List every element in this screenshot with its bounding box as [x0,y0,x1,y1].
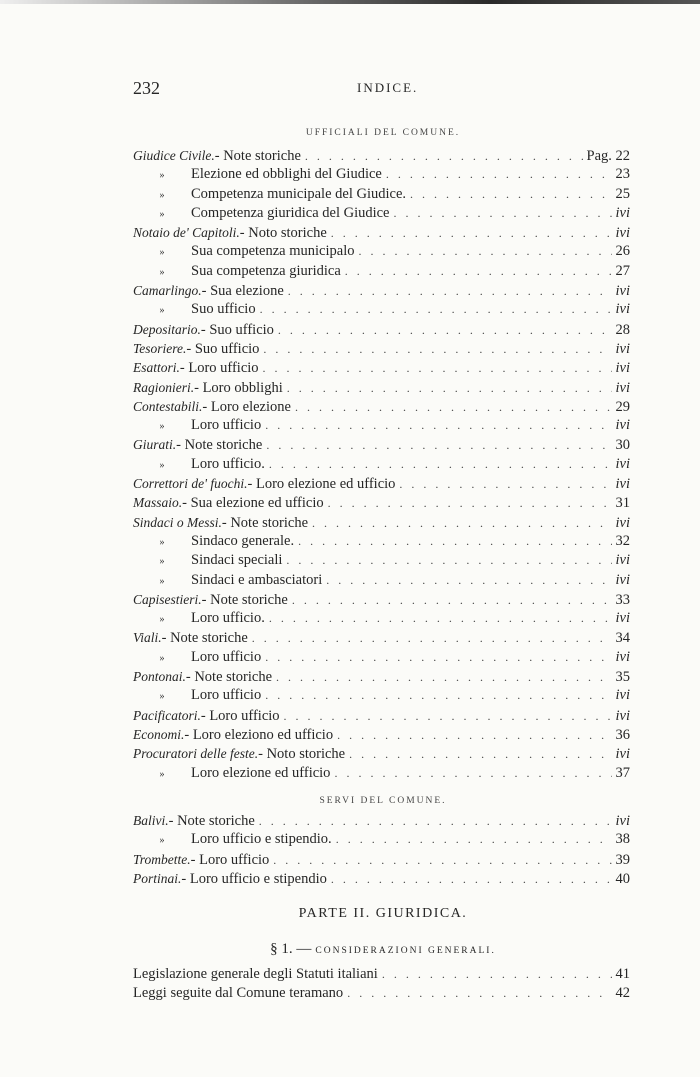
entry-text [191,648,261,667]
dot-leader [337,726,611,745]
page-reference: ivi [615,225,630,242]
running-header [133,78,633,100]
entry-description: - Loro ufficio [179,360,259,377]
dot-leader [345,262,612,281]
index-entry [133,725,630,744]
page-number: 232 [133,78,160,98]
entry-description: - Note storiche [168,813,255,829]
entry-text [133,811,255,831]
dot-leader [349,745,611,764]
index-entry [133,571,630,590]
ditto-mark: » [159,247,165,259]
office-name: Giurati. [133,437,177,453]
entry-description: - Loro elezione ed ufficio [247,476,396,493]
entry-description: - Suo ufficio [200,321,274,338]
entry-description: Sindaci e ambasciatori [191,571,323,588]
page-reference: ivi [615,707,630,724]
page-reference: 37 [615,764,630,781]
entry-description: - Sua elezione [201,283,284,300]
ditto-mark: » [159,614,165,626]
entry-description: - Note storiche [161,630,248,647]
entry-description: Suo ufficio [191,301,256,318]
entry-text [133,435,262,455]
entry-text [133,339,259,359]
dot-leader [266,436,611,455]
entry-description: Loro ufficio e stipendio. [191,831,332,848]
entry-description: - Loro ufficio e stipendio [181,870,327,887]
entry-description: Leggi seguite dal Comune teramano [133,985,344,1002]
entry-text [133,281,284,301]
index-entry [133,590,630,609]
entry-description: - Loro ufficio [190,851,270,868]
index-entry [133,397,630,416]
dot-leader [288,282,612,301]
index-entry [133,474,630,493]
page-reference: ivi [615,552,630,569]
entry-text [191,262,341,281]
page-reference: ivi [615,283,630,300]
entry-text [191,830,332,849]
dot-leader [263,340,611,359]
entry-text [133,984,343,1003]
dot-leader [410,185,611,204]
page-reference: ivi [615,746,630,763]
entry-text [133,146,301,166]
page-reference: 39 [615,851,630,868]
dot-leader [260,300,612,319]
page-reference: ivi [615,340,630,357]
office-name: Giudice Civile. [133,148,215,163]
index-entry [133,300,630,319]
index-entry [133,609,630,628]
office-name: Depositario. [133,321,201,337]
page-reference: ivi [615,476,630,493]
entry-description: Loro ufficio. [191,610,265,627]
office-name: Notaio de' Capitoli. [133,225,240,241]
dot-leader [382,965,612,984]
office-name: Massaio. [133,495,183,511]
entry-text [133,965,378,984]
index-entry [133,146,630,165]
index-entry [133,455,630,474]
dot-leader [326,571,611,590]
ditto-mark: » [159,691,165,703]
entry-text [133,358,259,378]
index-entry [133,551,630,570]
dot-leader [273,851,611,870]
dot-leader [292,591,612,610]
entry-description: Sua competenza municipalo [191,243,355,260]
index-entry [133,242,630,261]
dot-leader [347,984,611,1003]
index-entry [133,764,630,783]
index-entry [133,320,630,339]
section-1-heading [133,940,633,958]
entry-text [133,378,283,398]
page-reference: ivi [615,514,630,531]
dot-leader [399,475,611,494]
entry-text [133,320,274,340]
page-reference: 36 [615,726,630,743]
entry-description: - Note storiche [221,514,309,531]
ditto-mark: » [159,556,165,568]
entry-text [133,590,288,610]
entry-text [191,165,382,184]
entry-description: Legislazione generale degli Statuti italiani [133,966,378,982]
page-reference: ivi [615,360,630,377]
page-reference: 40 [615,870,630,887]
entry-text [133,869,327,889]
entry-description: Loro elezione ed ufficio [191,764,331,781]
page-reference: ivi [615,610,630,627]
dot-leader [295,398,612,417]
section-symbol: § 1. — [270,941,312,957]
entry-description: - Loro obblighi [194,379,283,396]
office-name: Pontonai. [133,669,186,685]
dot-leader [265,416,611,435]
page-reference: ivi [615,204,630,221]
office-name: Camarlingo. [133,283,202,299]
office-name: Viali. [133,630,162,646]
dot-leader [331,224,612,243]
entry-text [191,300,256,319]
entry-description: - Note storiche [176,437,263,454]
index-entry [133,869,630,888]
page-reference: ivi [615,379,630,396]
ditto-mark: » [159,305,165,317]
page-reference: 33 [615,591,630,608]
page-reference: ivi [615,417,630,434]
entry-text [191,532,294,551]
dot-leader [252,629,612,648]
page-reference: ivi [615,687,630,704]
ditto-mark: » [159,768,165,780]
entry-description: Loro ufficio [191,648,262,665]
office-name: Tesoriere. [133,340,187,356]
page-reference: Pag. 22 [586,148,630,164]
entry-text [133,850,269,870]
page-reference: 31 [615,495,630,512]
office-name: Contestabili. [133,398,203,414]
entry-text [133,223,327,243]
entry-text [191,686,261,705]
entry-text [133,744,345,764]
ditto-mark: » [159,652,165,664]
index-entry [133,532,630,551]
index-entry [133,984,630,1003]
entry-description: Loro ufficio [191,417,262,434]
index-entry [133,811,630,830]
page-reference: ivi [615,301,630,318]
page-reference: 32 [615,532,630,549]
ditto-mark: » [159,459,165,471]
running-title: INDICE. [357,80,419,95]
index-entry [133,513,630,532]
entry-description: - Noto storiche [239,225,327,242]
dot-leader [284,707,612,726]
index-entry [133,262,630,281]
office-name: Ragionieri. [133,379,195,395]
dot-leader [259,812,612,831]
index-entry [133,965,630,984]
dot-leader [394,204,612,223]
section-heading-ufficiali: UFFICIALI DEL COMUNE. [305,128,461,138]
entry-description: - Note storiche [201,591,288,608]
entry-description: - Suo ufficio [186,340,260,357]
index-entry [133,416,630,435]
page-reference: 28 [615,321,630,338]
page-reference: 25 [615,185,630,202]
entry-text [133,725,333,745]
dot-leader [305,147,583,166]
page-reference: 27 [615,262,630,279]
dot-leader [265,686,611,705]
index-entry [133,830,630,849]
dot-leader [334,764,611,783]
page-reference: 42 [615,985,630,1002]
dot-leader [386,165,612,184]
entry-text [191,204,390,223]
entry-description: - Noto storiche [258,746,346,763]
dot-leader [287,379,612,398]
entry-text [133,706,280,726]
entry-description: Competenza municipale del Giudice. [191,185,407,202]
office-name: Trombette. [133,851,191,867]
entry-text [191,242,354,261]
dot-leader [331,870,612,889]
office-name: Portinai. [133,870,182,886]
dot-leader [286,551,611,570]
page-reference: 35 [615,669,630,686]
index-entry [133,686,630,705]
dot-leader [276,668,611,687]
entry-text [191,455,265,474]
index-list-ufficiali [133,146,630,783]
office-name: Pacificatori. [133,707,201,723]
index-entry [133,744,630,763]
index-list-servi [133,811,630,888]
entry-text [133,667,272,687]
index-entry [133,706,630,725]
entry-description: - Note storiche [185,669,273,686]
ditto-mark: » [159,575,165,587]
page-reference: ivi [615,813,630,829]
entry-description: Sindaco generale. [191,532,295,549]
dot-leader [269,609,612,628]
page-reference: 30 [615,437,630,454]
dot-leader [298,532,611,551]
office-name: Sindaci o Messi. [133,514,222,530]
entry-text [191,551,282,570]
office-name: Economi. [133,726,185,742]
entry-description: - Sua elezione ed ufficio [182,495,324,512]
office-name: Correttori de' fuochi. [133,476,248,492]
dot-leader [312,514,611,533]
page-reference: 38 [615,831,630,848]
entry-description: Loro ufficio [191,687,262,704]
index-entry [133,628,630,647]
index-entry [133,667,630,686]
entry-description: Sua competenza giuridica [191,262,341,279]
entry-text [133,474,395,494]
dot-leader [265,648,611,667]
dot-leader [358,242,611,261]
entry-text [191,571,322,590]
index-entry [133,648,630,667]
section-caption: CONSIDERAZIONI GENERALI. [315,946,496,956]
entry-description: Competenza giuridica del Giudice [191,204,390,221]
scan-top-edge [0,0,700,4]
page-reference: ivi [615,648,630,665]
dot-leader [263,359,612,378]
dot-leader [328,494,612,513]
dot-leader [269,455,612,474]
part-title: PARTE II. GIURIDICA. [298,906,468,921]
dot-leader [336,830,612,849]
entry-text [133,493,324,513]
index-entry [133,850,630,869]
entry-description: - Note storiche [214,148,301,164]
index-entry [133,223,630,242]
index-entry [133,204,630,223]
page-reference: 29 [615,398,630,415]
entry-text [133,397,291,417]
office-name: Procuratori delle feste. [133,746,259,762]
page-reference: ivi [615,455,630,472]
ditto-mark: » [159,208,165,220]
page-reference: 23 [615,166,630,183]
index-entry [133,281,630,300]
index-entry [133,185,630,204]
index-entry [133,435,630,454]
entry-text [191,609,265,628]
entry-text [191,764,330,783]
ditto-mark: » [159,170,165,182]
ditto-mark: » [159,835,165,847]
ditto-mark: » [159,421,165,433]
entry-text [191,185,406,204]
index-entry [133,339,630,358]
office-name: Balivi. [133,813,169,828]
entry-description: Sindaci speciali [191,552,283,569]
entry-description: - Loro ufficio [200,707,280,724]
entry-description: Loro ufficio. [191,455,265,472]
entry-text [133,513,308,533]
page-reference: ivi [615,571,630,588]
ditto-mark: » [159,266,165,278]
entry-description: - Loro elezione [202,398,291,415]
entry-text [133,628,248,648]
dot-leader [278,321,612,340]
office-name: Esattori. [133,360,180,376]
page-reference: 26 [615,243,630,260]
office-name: Capisestieri. [133,591,202,607]
index-entry [133,493,630,512]
page-reference: 41 [615,966,630,982]
index-entry [133,165,630,184]
index-list-giuridica [133,965,630,1004]
index-entry [133,378,630,397]
entry-description: - Loro eleziono ed ufficio [184,726,334,743]
section-heading-servi: SERVI DEL COMUNE. [319,796,447,806]
entry-text [191,416,261,435]
page-reference: 34 [615,630,630,647]
index-entry [133,358,630,377]
ditto-mark: » [159,189,165,201]
ditto-mark: » [159,536,165,548]
entry-description: Elezione ed obblighi del Giudice [191,166,382,183]
